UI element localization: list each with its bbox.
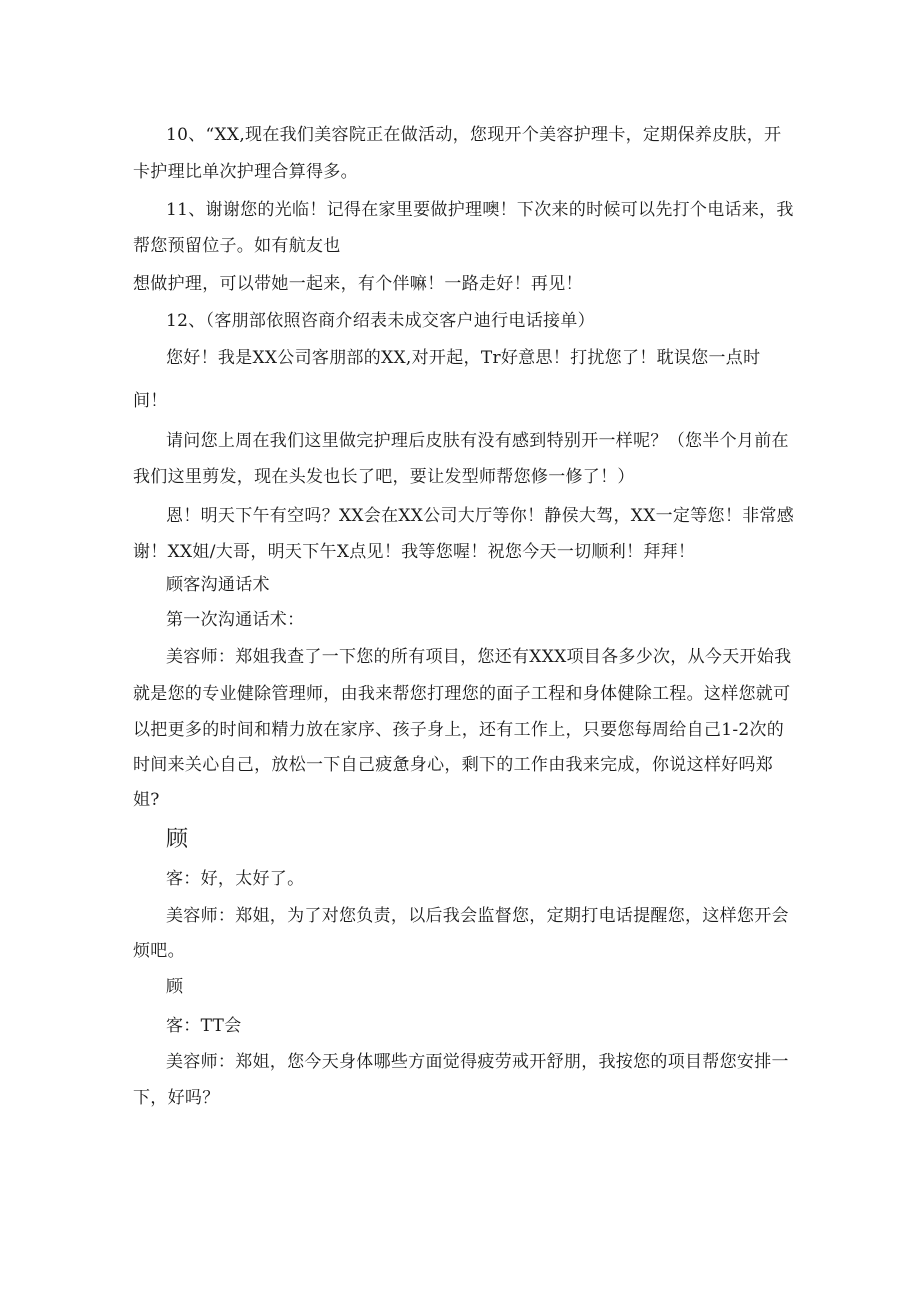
text-line: 顾 <box>166 977 184 997</box>
text-line: 请问您上周在我们这里做完护理后皮肤有没有感到特别开一样呢？（您半个月前在 <box>166 431 789 451</box>
text-line: 以把更多的时间和精力放在家序、孩子身上，还有工作上，只要您每周给自己1-2次的 <box>133 720 785 740</box>
text-line: 客：好，太好了。 <box>166 869 305 889</box>
text-line: 帮您预留位子。如有航友也 <box>133 236 341 256</box>
text-line: 10、“XX,现在我们美容院正在做活动，您现开个美容护理卡，定期保养皮肤，开 <box>166 125 782 145</box>
text-line: 12、（客朋部依照咨商介绍表未成交客户迪行电话接单） <box>166 311 595 331</box>
text-line: 我们这里剪发，现在头发也长了吧，要让发型师帮您修一修了！） <box>133 467 635 487</box>
text-line: 美容师：郑姐，为了对您负责，以后我会监督您，定期打电话提醒您，这样您开会 <box>166 906 789 926</box>
subsection-heading: 第一次沟通话术： <box>166 610 305 630</box>
text-line: 就是您的专业健除管理师，由我来帮您打理您的面子工程和身体健除工程。这样您就可 <box>133 684 791 704</box>
text-line: 烦吧。 <box>133 941 185 961</box>
text-line: 谢！XX姐/大哥，明天下午X点见！我等您喔！祝您今天一切顺利！拜拜！ <box>133 542 696 562</box>
text-line: 想做护理，可以带她一起来，有个伴嘛！一路走好！再见！ <box>133 274 583 294</box>
text-line: 恩！明天下午有空吗？XX会在XX公司大厅等你！静侯大驾，XX一定等您！非常感 <box>166 506 795 526</box>
text-line: 客：TT会 <box>166 1016 242 1036</box>
text-line: 美容师：郑姐我查了一下您的所有项目，您还有XXX项目各多少次，从今天开始我 <box>166 647 792 667</box>
text-line: 下，好吗？ <box>133 1088 220 1108</box>
text-line: 姐? <box>133 790 160 810</box>
text-line: 卡护理比单次护理合算得多。 <box>133 162 358 182</box>
section-heading: 顾客沟通话术 <box>166 575 270 595</box>
text-line: 美容师：郑姐，您今天身体哪些方面觉得疲劳戒开舒朋，我按您的项目帮您安排一 <box>166 1052 789 1072</box>
text-line: 顾 <box>166 827 189 852</box>
text-line: 时间来关心自己，放松一下自己疲惫身心，剩下的工作由我来完成，你说这样好吗郑 <box>133 755 774 775</box>
text-line: 您好！我是XX公司客朋部的XX,对开起，Tr好意思！打扰您了！耽误您一点时 <box>166 348 761 368</box>
text-line: 间！ <box>133 391 168 411</box>
text-line: 11、谢谢您的光临！记得在家里要做护理噢！下次来的时候可以先打个电话来，我 <box>166 200 794 220</box>
